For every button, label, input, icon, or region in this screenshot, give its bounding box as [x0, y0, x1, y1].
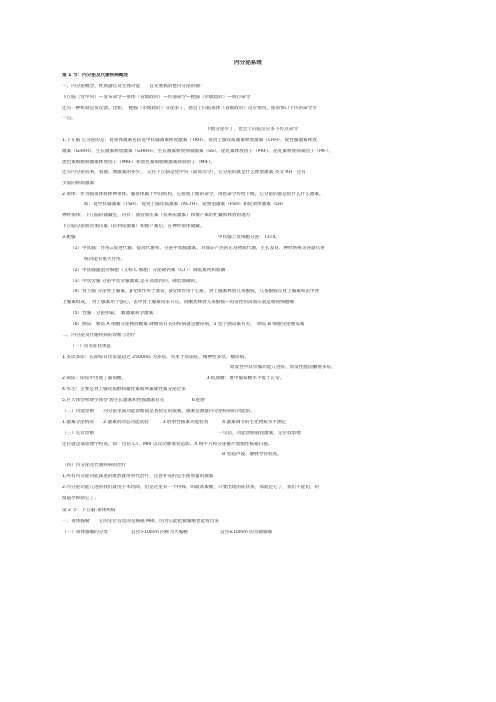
text-line: 如：促甲状腺激素（TSH）、促肾上腺皮质激素（ACTH）、促卵泡激素（FSH）和促黄体激素（LH）	[84, 202, 287, 207]
text-line: 原发性甲状旁腺功能亢进症、原发性醛固酮增多症。	[230, 365, 336, 370]
text-line: 下丘脑分泌血管加压素（抗利尿激素）和催产素后，在神经垂体储藏。	[62, 224, 205, 229]
text-line: （一）常见症状体征	[70, 344, 112, 349]
text-line: （5）性腺 分泌卵巢、 雌激素和孕激素	[70, 311, 154, 316]
text-line: 1.下丘脑 它分泌的是：促垂体激素包括促甲状腺激素释放激素（TRH）、促肾上腺皮质激素释放激素（CRH）、促性腺激素释放	[62, 138, 317, 143]
text-line: （4）肾上腺 分泌肾上腺素，β受体作用于血管，β受体作用于心脏，肾上腺素释放儿茶酚胺，儿茶酚胺在肾上腺素和去甲肾	[70, 289, 320, 294]
text-line: （二）功能诊断 内分泌里面功能诊断就是查验定的激素，激素是测量内分泌疾病的功能的。	[62, 409, 255, 414]
text-line: （1）甲状腺：作用=促进代谢、提高代谢率、分泌甲状腺激素、对保证产热的正常物质代谢、生长发育、神经系统等各器官系	[70, 246, 325, 251]
text-line: （三）定位诊断 一句话，功能诊断就找激素，定位找影像	[62, 431, 301, 436]
section-heading: 二、内分泌及代谢疾病的诊断与治疗	[62, 333, 136, 338]
text-line: 统功能有重大作用。	[84, 257, 126, 262]
text-line: 上腺素组成。 肾上腺素用于强心，去甲肾上腺素用来升压。同酮类释放儿茶酚胺—再发性的高血压就是嗜铬细胞瘤	[62, 300, 294, 305]
text-line: 定位就是靠影像学检查。如：包括 CT、MRI 以及动脉血管造影、X 线平片和分泌静片收缩性核素扫描。	[62, 442, 273, 447]
text-line: （一）垂体腺瘤的分类 直径>10mm 的称为大腺瘤 直径≤10mm 的为微腺瘤	[62, 530, 273, 535]
text-line: （2）甲状腺滤泡旁细胞（又称 C 细胞）分泌降钙素（CT）：降低血钙和血磷	[70, 268, 226, 273]
text-line: 1.多饮多尿：长期每日饮尿量超过 2500mL 为多尿，常见于尿崩症、精神性多饮、糖尿病。	[62, 355, 249, 360]
text-line: 下级分泌少了，也会上向报反应多下传点命令	[206, 127, 298, 132]
text-line: 还有内分泌抗利，看抽、测激素的多少。 记住下丘脑是党中央（最高司令），它分泌的就是什么释放激素 英文 RH 还有	[62, 170, 306, 175]
text-line: 还有一种机制是负反馈。比如， 靶腺（市级政府）分泌多了，感会上向报垂体（省级政府）反应情况，使垂体口下传的命令少	[62, 106, 317, 111]
text-line: 2.垂体：作为腺垂体将释神垂体。腺垂体属于中间机构，它接收上级的命令，再把命令传给下级，它分泌的都是促什么什么激素。	[62, 192, 324, 197]
text-line: 2.内分泌功能亢进的我们就用手术切除，但是这里有一个特殊，叫最高素瘤，只要出现的症状系，那就是它了，我们不能切，用	[62, 485, 320, 490]
text-line: 4.水毛：主要是肾上腺皮质醇和雄性素或卵巢雄性素分泌过多	[62, 387, 186, 392]
text-line: 溴隐亭抑制它了。	[62, 496, 99, 501]
text-line: （6）胰岛 胰岛 A 细胞分泌胰高糖素 降糖高有关的疾病就是糖尿病，1 型于胰岛素有关， 胰岛 B 细胞分泌胰岛素	[70, 322, 305, 327]
doc-title: 内分泌系统	[234, 60, 262, 66]
text-line: B 型超声波、静脉导管检查。	[222, 452, 282, 457]
text-line: 2.频尿：即尿中出现了葡萄糖。 3.低血糖：血中葡萄糖水平低于正常。	[62, 376, 285, 381]
text-line: 一点。	[62, 116, 76, 121]
text-line: （四）内分泌及代谢疾病的治疗	[62, 463, 127, 468]
text-line: 少量的抑制激素	[62, 181, 95, 186]
text-line: 一、内分泌概念、经典器官及生理功能 首先要搞清楚内分泌的轴：	[62, 84, 205, 89]
text-line: 一、垂体腺瘤 它的定位首选的是核磁 MRI，因为它能把微腺瘤也能看出来	[62, 519, 219, 524]
section-heading: 第 1 节：内分泌及代谢疾病概述	[62, 73, 129, 78]
text-line: 1.激素分泌情况 2.激素的动态功能试验 3.放射性核素功能检查 4.激素调节的生化物质水平测定	[62, 420, 287, 425]
text-line: 激素（GnRH）、生长激素释放激素（GHRH）、生长激素释放抑制激素（SS）、泌乳素释放因子（PRF）、泌乳素释放抑制因子（PIF）、	[62, 149, 333, 154]
section-heading: 第 2 节：下丘脑-垂体疾病	[62, 508, 116, 513]
text-line: 下丘脑（党中央）—发布命令—垂体（省级政府）—传递命令—靶腺（市级政府）—执行命令	[62, 95, 251, 100]
text-line: 1.所有内分泌功能减退的既然就用替代治疗，注意补充的是生理剂量的激素	[62, 474, 214, 479]
text-line: 神经垂体，下丘脑的储藏室，内有：血管加压素（抗利尿激素）和催产素的贮藏和释放的地方	[62, 213, 251, 218]
text-line: 5.巨大体型和矮小体型 源生长激素和性腺激素有关 6.肥胖	[62, 398, 206, 403]
text-line: 3.靶腺 甲状腺上皮细胞分泌：T3T4。	[62, 235, 280, 240]
text-line: 黑色素细胞刺激素释放因子（MRF）和黑色素细胞刺激素抑制因子（MIF）。	[62, 160, 216, 165]
text-line: （3）甲状旁腺 分泌甲状旁腺激素,是升高血钙的，降低血磷的。	[70, 279, 200, 284]
